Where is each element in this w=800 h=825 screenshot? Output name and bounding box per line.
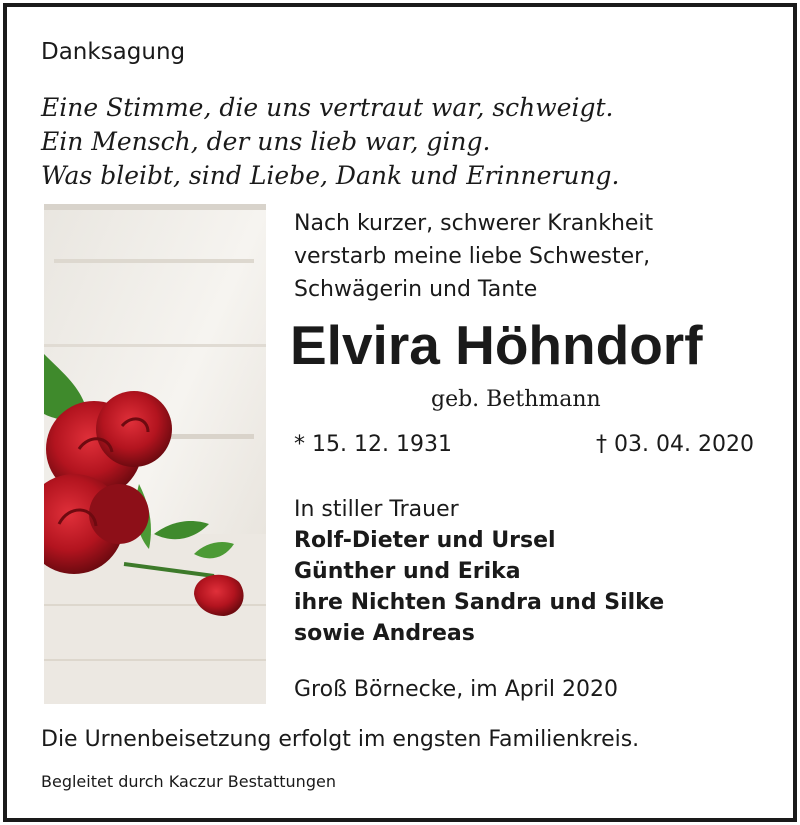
- mourners-intro: In stiller Trauer: [294, 497, 459, 522]
- poem: [41, 91, 620, 193]
- place-date: Groß Börnecke, im April 2020: [294, 677, 618, 702]
- birth-date: * 15. 12. 1931: [294, 432, 452, 457]
- mourners-block: [294, 494, 664, 649]
- poem-line: Ein Mensch, der uns lieb war, ging.: [41, 127, 491, 156]
- intro-line: verstarb meine liebe Schwester,: [294, 244, 651, 269]
- death-date: † 03. 04. 2020: [596, 432, 754, 457]
- birth-name: geb. Bethmann: [431, 387, 601, 412]
- poem-line: Eine Stimme, die uns vertraut war, schweigt.: [41, 93, 614, 122]
- intro-line: Schwägerin und Tante: [294, 277, 538, 302]
- mourner-name: ihre Nichten Sandra und Silke: [294, 590, 665, 615]
- heading: Danksagung: [41, 39, 186, 65]
- burial-notice: Die Urnenbeisetzung erfolgt im engsten Familienkreis.: [41, 727, 640, 752]
- mourner-name: sowie Andreas: [294, 621, 475, 646]
- deceased-name: Elvira Höhndorf: [290, 314, 703, 376]
- mourner-name: Rolf-Dieter und Ursel: [294, 528, 556, 553]
- poem-line: Was bleibt, sind Liebe, Dank und Erinnerung.: [41, 161, 620, 190]
- intro-text: [294, 207, 653, 306]
- obituary-frame: [3, 3, 797, 822]
- roses-photo: [44, 204, 266, 704]
- undertaker: Begleitet durch Kaczur Bestattungen: [41, 772, 336, 791]
- intro-line: Nach kurzer, schwerer Krankheit: [294, 211, 654, 236]
- mourner-name: Günther und Erika: [294, 559, 521, 584]
